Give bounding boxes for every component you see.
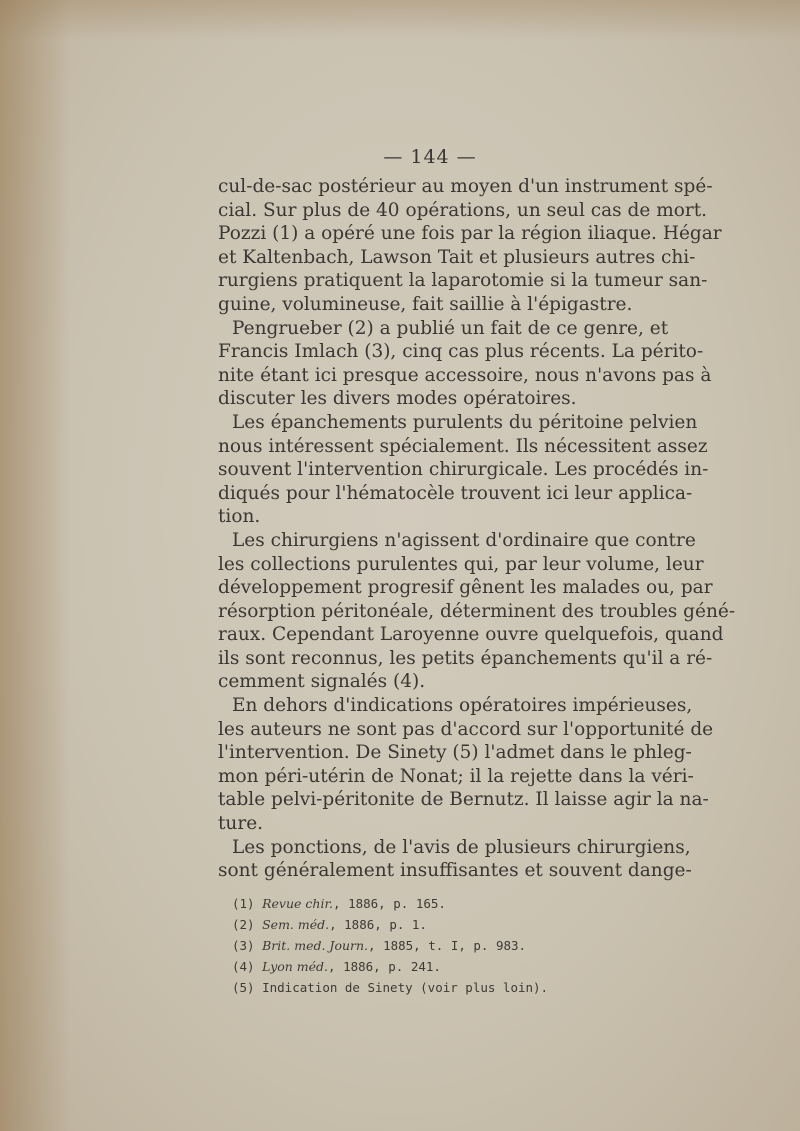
- text-line: raux. Cependant Laroyenne ouvre quelquefois, quand: [218, 624, 724, 646]
- footnote: [232, 893, 652, 914]
- text-line: ils sont reconnus, les petits épanchements qu'il a ré-: [218, 647, 713, 669]
- text-line: résorption péritonéale, déterminent des troubles géné-: [218, 600, 736, 622]
- text-line: En dehors d'indications opératoires impérieuses,: [232, 695, 693, 717]
- footnote-source: Brit. med. Journ.: [262, 938, 369, 953]
- text-line: rurgiens pratiquent la laparotomie si la tumeur san-: [218, 270, 708, 292]
- footnote-source: Lyon méd.: [262, 959, 329, 974]
- text-line: cul-de-sac postérieur au moyen d'un instrument spé-: [218, 176, 713, 197]
- page-number: — 144 —: [383, 146, 477, 168]
- page-edge-shadow-left: [0, 0, 70, 1131]
- footnote-detail: , 1885, t. I, p. 983.: [368, 938, 527, 953]
- footnote-detail: , 1886, p. 241.: [328, 959, 441, 974]
- footnotes: [232, 893, 652, 998]
- text-line: guine, volumineuse, fait saillie à l'épigastre.: [218, 293, 633, 315]
- footnote: [232, 977, 652, 998]
- text-line: nite étant ici presque accessoire, nous n'avons pas à: [218, 364, 712, 386]
- footnote: [232, 956, 652, 977]
- footnote: [232, 935, 652, 956]
- text-line: les auteurs ne sont pas d'accord sur l'opportunité de: [218, 718, 714, 740]
- body-text: [218, 175, 736, 883]
- text-line: Francis Imlach (3), cinq cas plus récents. La périto-: [218, 341, 704, 363]
- text-line: Pengrueber (2) a publié un fait de ce genre, et: [232, 317, 669, 339]
- text-line: nous intéressent spécialement. Ils nécessitent assez: [218, 435, 708, 457]
- footnote-number: (4): [232, 959, 263, 974]
- footnote-number: (1): [232, 896, 263, 911]
- text-line: Les épanchements purulents du péritoine pelvien: [232, 411, 698, 433]
- footnote-number: (5): [232, 980, 263, 995]
- text-line: et Kaltenbach, Lawson Tait et plusieurs autres chi-: [218, 246, 696, 268]
- footnote-source: Revue chir.: [262, 896, 334, 911]
- text-line: discuter les divers modes opératoires.: [218, 388, 577, 410]
- footnote-number: (2): [232, 917, 263, 932]
- footnote-number: (3): [232, 938, 263, 953]
- text-line: Les chirurgiens n'agissent d'ordinaire que contre: [232, 529, 696, 551]
- text-line: cemment signalés (4).: [218, 671, 426, 693]
- text-line: diqués pour l'hématocèle trouvent ici leur applica-: [218, 482, 693, 504]
- text-line: l'intervention. De Sinety (5) l'admet dans le phleg-: [218, 742, 692, 764]
- text-line: cial. Sur plus de 40 opérations, un seul cas de mort.: [218, 199, 708, 221]
- text-line: développement progresif gênent les malades ou, par: [218, 577, 713, 599]
- text-line: souvent l'intervention chirurgicale. Les procédés in-: [218, 459, 709, 481]
- text-line: sont généralement insuffisantes et souvent dange-: [218, 860, 692, 882]
- text-line: Pozzi (1) a opéré une fois par la région iliaque. Hégar: [218, 223, 722, 245]
- text-line: table pelvi-péritonite de Bernutz. Il laisse agir la na-: [218, 789, 709, 811]
- page-edge-shadow-top: [0, 0, 800, 40]
- text-line: mon péri-utérin de Nonat; il la rejette dans la véri-: [218, 765, 694, 787]
- footnote-source: Sem. méd.: [262, 917, 330, 932]
- text-line: les collections purulentes qui, par leur volume, leur: [218, 553, 704, 575]
- footnote: [232, 914, 652, 935]
- footnote-detail: Indication de Sinety (voir plus loin).: [262, 980, 549, 995]
- text-line: tion.: [218, 506, 261, 528]
- footnote-detail: , 1886, p. 1.: [329, 917, 427, 932]
- text-line: Les ponctions, de l'avis de plusieurs chirurgiens,: [232, 836, 691, 858]
- text-line: ture.: [218, 813, 264, 835]
- footnote-detail: , 1886, p. 165.: [333, 896, 446, 911]
